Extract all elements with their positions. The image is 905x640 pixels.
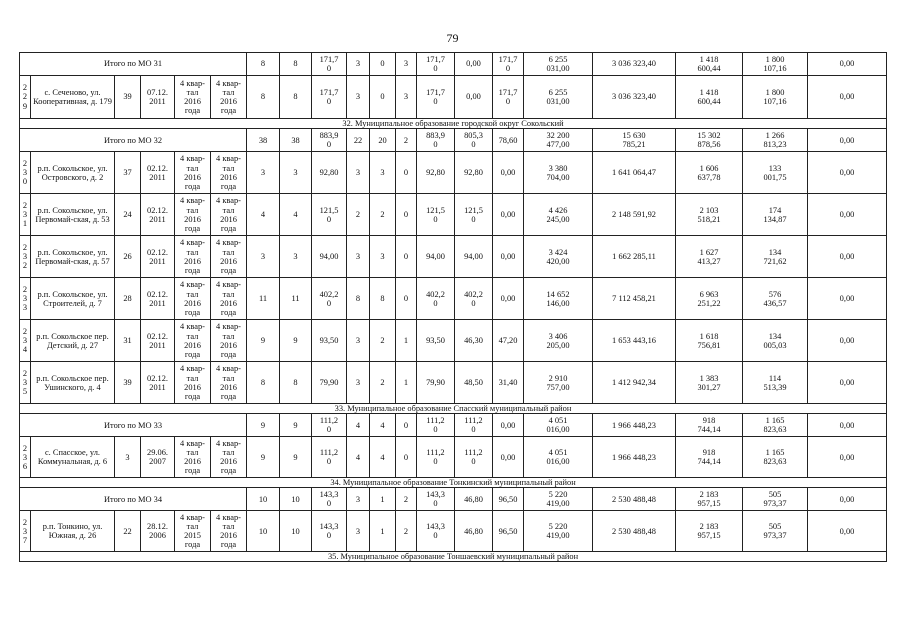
cell-c11: 0: [396, 194, 417, 236]
cell-c6: 8: [247, 53, 280, 76]
cell-c9: 3: [347, 511, 370, 552]
cell-c4: 4 квар- тал 2015 года: [175, 511, 211, 552]
table-row: [20, 437, 887, 478]
cell-c4: 4 квар- тал 2016 года: [175, 76, 211, 119]
cell-c12: 883,9 0: [417, 129, 455, 152]
page-number: 79: [446, 31, 459, 45]
cell-c4: 4 квар- тал 2016 года: [175, 194, 211, 236]
cell-c13: 121,5 0: [455, 194, 493, 236]
row-address: с. Сеченово, ул. Кооперативная, д. 179: [31, 76, 115, 119]
cell-c7: 9: [280, 414, 312, 437]
cell-c11: 1: [396, 320, 417, 362]
cell-c10: 3: [370, 236, 396, 278]
total-label: Итого по МО 32: [20, 129, 247, 152]
cell-c10: 2: [370, 194, 396, 236]
cell-c7: 9: [280, 437, 312, 478]
cell-c17: 1 383 301,27: [676, 362, 743, 404]
cell-c6: 4: [247, 194, 280, 236]
cell-c6: 3: [247, 236, 280, 278]
cell-c15: 5 220 419,00: [524, 511, 593, 552]
cell-c12: 79,90: [417, 362, 455, 404]
row-address: р.п. Сокольское, ул. Строителей, д. 7: [31, 278, 115, 320]
cell-c6: 10: [247, 511, 280, 552]
cell-c9: 8: [347, 278, 370, 320]
cell-c3: 07.12. 2011: [141, 76, 175, 119]
cell-c6: 3: [247, 152, 280, 194]
cell-c2: 26: [115, 236, 141, 278]
cell-c2: 31: [115, 320, 141, 362]
row-address: р.п. Сокольское пер. Ушинского, д. 4: [31, 362, 115, 404]
cell-c2: 39: [115, 362, 141, 404]
cell-c16: 1 641 064,47: [593, 152, 676, 194]
cell-c18: 133 001,75: [743, 152, 808, 194]
row-index: 2 3 2: [20, 236, 31, 278]
cell-c6: 9: [247, 414, 280, 437]
cell-c10: 3: [370, 152, 396, 194]
cell-c11: 2: [396, 488, 417, 511]
cell-c3: 28.12. 2006: [141, 511, 175, 552]
cell-c6: 11: [247, 278, 280, 320]
cell-c3: 02.12. 2011: [141, 278, 175, 320]
cell-c14: 78,60: [493, 129, 524, 152]
cell-c13: 402,2 0: [455, 278, 493, 320]
cell-c10: 0: [370, 53, 396, 76]
cell-c2: 22: [115, 511, 141, 552]
cell-c11: 2: [396, 129, 417, 152]
cell-c17: 2 103 518,21: [676, 194, 743, 236]
table-row: [20, 511, 887, 552]
cell-c10: 20: [370, 129, 396, 152]
cell-c10: 2: [370, 320, 396, 362]
cell-c19: 0,00: [808, 76, 887, 119]
row-address: р.п. Сокольское, ул. Первомай-ская, д. 53: [31, 194, 115, 236]
row-index: 2 3 7: [20, 511, 31, 552]
cell-c7: 9: [280, 320, 312, 362]
cell-c17: 1 418 600,44: [676, 53, 743, 76]
cell-c8: 171,7 0: [312, 76, 347, 119]
cell-c10: 1: [370, 488, 396, 511]
cell-c15: 4 051 016,00: [524, 437, 593, 478]
cell-c18: 134 721,62: [743, 236, 808, 278]
cell-c16: 1 653 443,16: [593, 320, 676, 362]
cell-c4: 4 квар- тал 2016 года: [175, 437, 211, 478]
cell-c12: 94,00: [417, 236, 455, 278]
cell-c19: 0,00: [808, 511, 887, 552]
cell-c6: 9: [247, 437, 280, 478]
cell-c15: 4 426 245,00: [524, 194, 593, 236]
table-row: [20, 320, 887, 362]
section-title: 35. Муниципальное образование Тоншаевский муниципальный район: [20, 552, 887, 562]
cell-c2: 3: [115, 437, 141, 478]
cell-c5: 4 квар- тал 2016 года: [211, 278, 247, 320]
cell-c9: 3: [347, 53, 370, 76]
cell-c18: 1 165 823,63: [743, 437, 808, 478]
cell-c8: 121,5 0: [312, 194, 347, 236]
register-table-body: [20, 53, 887, 562]
total-label: Итого по МО 34: [20, 488, 247, 511]
cell-c19: 0,00: [808, 152, 887, 194]
row-index: 2 3 1: [20, 194, 31, 236]
cell-c14: 0,00: [493, 437, 524, 478]
cell-c6: 8: [247, 76, 280, 119]
cell-c8: 111,2 0: [312, 437, 347, 478]
cell-c8: 111,2 0: [312, 414, 347, 437]
cell-c13: 92,80: [455, 152, 493, 194]
cell-c7: 38: [280, 129, 312, 152]
cell-c11: 3: [396, 76, 417, 119]
cell-c9: 3: [347, 236, 370, 278]
cell-c14: 0,00: [493, 236, 524, 278]
cell-c7: 10: [280, 511, 312, 552]
cell-c11: 3: [396, 53, 417, 76]
cell-c7: 8: [280, 53, 312, 76]
cell-c7: 3: [280, 236, 312, 278]
cell-c15: 32 200 477,00: [524, 129, 593, 152]
table-row: [20, 76, 887, 119]
table-row: [20, 278, 887, 320]
cell-c16: 3 036 323,40: [593, 76, 676, 119]
cell-c17: 918 744,14: [676, 414, 743, 437]
cell-c6: 10: [247, 488, 280, 511]
cell-c11: 2: [396, 511, 417, 552]
cell-c18: 1 800 107,16: [743, 53, 808, 76]
cell-c2: 39: [115, 76, 141, 119]
cell-c18: 114 513,39: [743, 362, 808, 404]
cell-c9: 2: [347, 194, 370, 236]
cell-c15: 3 406 205,00: [524, 320, 593, 362]
cell-c15: 3 380 704,00: [524, 152, 593, 194]
cell-c12: 92,80: [417, 152, 455, 194]
section-header-row: [20, 119, 887, 129]
cell-c17: 6 963 251,22: [676, 278, 743, 320]
cell-c17: 1 627 413,27: [676, 236, 743, 278]
cell-c16: 1 412 942,34: [593, 362, 676, 404]
row-address: р.п. Тонкино, ул. Южная, д. 26: [31, 511, 115, 552]
row-index: 2 3 4: [20, 320, 31, 362]
cell-c6: 8: [247, 362, 280, 404]
cell-c19: 0,00: [808, 129, 887, 152]
cell-c15: 5 220 419,00: [524, 488, 593, 511]
cell-c5: 4 квар- тал 2016 года: [211, 236, 247, 278]
cell-c16: 15 630 785,21: [593, 129, 676, 152]
cell-c19: 0,00: [808, 194, 887, 236]
cell-c5: 4 квар- тал 2016 года: [211, 362, 247, 404]
cell-c18: 1 266 813,23: [743, 129, 808, 152]
cell-c12: 121,5 0: [417, 194, 455, 236]
cell-c5: 4 квар- тал 2016 года: [211, 511, 247, 552]
cell-c13: 46,30: [455, 320, 493, 362]
section-title: 33. Муниципальное образование Спасский муниципальный район: [20, 404, 887, 414]
cell-c15: 14 652 146,00: [524, 278, 593, 320]
cell-c3: 02.12. 2011: [141, 236, 175, 278]
cell-c9: 4: [347, 437, 370, 478]
cell-c11: 0: [396, 152, 417, 194]
cell-c12: 93,50: [417, 320, 455, 362]
cell-c8: 143,3 0: [312, 488, 347, 511]
cell-c11: 0: [396, 437, 417, 478]
cell-c5: 4 квар- тал 2016 года: [211, 320, 247, 362]
cell-c2: 37: [115, 152, 141, 194]
cell-c11: 0: [396, 236, 417, 278]
cell-c17: 1 418 600,44: [676, 76, 743, 119]
row-address: с. Спасское, ул. Коммунальная, д. 6: [31, 437, 115, 478]
cell-c3: 29.06. 2007: [141, 437, 175, 478]
cell-c18: 1 800 107,16: [743, 76, 808, 119]
table-row: [20, 152, 887, 194]
cell-c17: 15 302 878,56: [676, 129, 743, 152]
cell-c16: 2 530 488,48: [593, 488, 676, 511]
cell-c9: 3: [347, 76, 370, 119]
cell-c8: 92,80: [312, 152, 347, 194]
cell-c14: 96,50: [493, 488, 524, 511]
cell-c19: 0,00: [808, 320, 887, 362]
cell-c9: 22: [347, 129, 370, 152]
cell-c13: 46,80: [455, 511, 493, 552]
cell-c16: 2 148 591,92: [593, 194, 676, 236]
total-label: Итого по МО 33: [20, 414, 247, 437]
cell-c10: 4: [370, 414, 396, 437]
row-index: 2 3 0: [20, 152, 31, 194]
cell-c16: 7 112 458,21: [593, 278, 676, 320]
cell-c7: 8: [280, 76, 312, 119]
cell-c17: 2 183 957,15: [676, 488, 743, 511]
cell-c12: 171,7 0: [417, 76, 455, 119]
table-row: [20, 236, 887, 278]
cell-c7: 8: [280, 362, 312, 404]
cell-c16: 1 662 285,11: [593, 236, 676, 278]
cell-c4: 4 квар- тал 2016 года: [175, 278, 211, 320]
cell-c15: 6 255 031,00: [524, 53, 593, 76]
cell-c10: 1: [370, 511, 396, 552]
cell-c9: 3: [347, 362, 370, 404]
cell-c15: 2 910 757,00: [524, 362, 593, 404]
cell-c12: 171,7 0: [417, 53, 455, 76]
cell-c7: 4: [280, 194, 312, 236]
cell-c11: 0: [396, 414, 417, 437]
cell-c19: 0,00: [808, 278, 887, 320]
total-row: [20, 414, 887, 437]
cell-c17: 1 618 756,81: [676, 320, 743, 362]
cell-c18: 134 005,03: [743, 320, 808, 362]
row-index: 2 3 3: [20, 278, 31, 320]
cell-c10: 2: [370, 362, 396, 404]
cell-c19: 0,00: [808, 414, 887, 437]
cell-c18: 1 165 823,63: [743, 414, 808, 437]
cell-c10: 4: [370, 437, 396, 478]
row-address: р.п. Сокольское, ул. Островского, д. 2: [31, 152, 115, 194]
cell-c13: 0,00: [455, 76, 493, 119]
cell-c2: 28: [115, 278, 141, 320]
total-row: [20, 129, 887, 152]
cell-c8: 402,2 0: [312, 278, 347, 320]
cell-c12: 143,3 0: [417, 511, 455, 552]
cell-c19: 0,00: [808, 488, 887, 511]
cell-c4: 4 квар- тал 2016 года: [175, 362, 211, 404]
cell-c13: 94,00: [455, 236, 493, 278]
cell-c4: 4 квар- тал 2016 года: [175, 236, 211, 278]
cell-c2: 24: [115, 194, 141, 236]
cell-c15: 3 424 420,00: [524, 236, 593, 278]
cell-c16: 1 966 448,23: [593, 437, 676, 478]
cell-c6: 38: [247, 129, 280, 152]
cell-c19: 0,00: [808, 236, 887, 278]
cell-c12: 111,2 0: [417, 437, 455, 478]
table-row: [20, 194, 887, 236]
cell-c16: 3 036 323,40: [593, 53, 676, 76]
cell-c3: 02.12. 2011: [141, 320, 175, 362]
cell-c14: 0,00: [493, 194, 524, 236]
cell-c4: 4 квар- тал 2016 года: [175, 320, 211, 362]
section-header-row: [20, 552, 887, 562]
total-row: [20, 488, 887, 511]
cell-c5: 4 квар- тал 2016 года: [211, 437, 247, 478]
cell-c13: 111,2 0: [455, 414, 493, 437]
row-index: 2 3 6: [20, 437, 31, 478]
cell-c5: 4 квар- тал 2016 года: [211, 76, 247, 119]
cell-c7: 10: [280, 488, 312, 511]
cell-c14: 171,7 0: [493, 76, 524, 119]
cell-c11: 0: [396, 278, 417, 320]
cell-c19: 0,00: [808, 362, 887, 404]
section-header-row: [20, 478, 887, 488]
cell-c3: 02.12. 2011: [141, 362, 175, 404]
cell-c8: 883,9 0: [312, 129, 347, 152]
cell-c13: 111,2 0: [455, 437, 493, 478]
register-table: [19, 52, 887, 562]
cell-c10: 8: [370, 278, 396, 320]
cell-c10: 0: [370, 76, 396, 119]
cell-c7: 3: [280, 152, 312, 194]
cell-c14: 47,20: [493, 320, 524, 362]
cell-c7: 11: [280, 278, 312, 320]
cell-c9: 3: [347, 320, 370, 362]
cell-c6: 9: [247, 320, 280, 362]
cell-c16: 1 966 448,23: [593, 414, 676, 437]
cell-c8: 94,00: [312, 236, 347, 278]
cell-c13: 46,80: [455, 488, 493, 511]
cell-c12: 143,3 0: [417, 488, 455, 511]
cell-c9: 3: [347, 152, 370, 194]
cell-c14: 96,50: [493, 511, 524, 552]
cell-c13: 0,00: [455, 53, 493, 76]
cell-c19: 0,00: [808, 437, 887, 478]
cell-c17: 918 744,14: [676, 437, 743, 478]
cell-c16: 2 530 488,48: [593, 511, 676, 552]
row-index: 2 2 9: [20, 76, 31, 119]
cell-c18: 505 973,37: [743, 488, 808, 511]
cell-c18: 505 973,37: [743, 511, 808, 552]
cell-c13: 48,50: [455, 362, 493, 404]
cell-c5: 4 квар- тал 2016 года: [211, 152, 247, 194]
cell-c14: 0,00: [493, 278, 524, 320]
cell-c3: 02.12. 2011: [141, 194, 175, 236]
cell-c14: 0,00: [493, 414, 524, 437]
cell-c9: 3: [347, 488, 370, 511]
row-address: р.п. Сокольское пер. Детский, д. 27: [31, 320, 115, 362]
cell-c11: 1: [396, 362, 417, 404]
cell-c14: 0,00: [493, 152, 524, 194]
cell-c12: 111,2 0: [417, 414, 455, 437]
cell-c9: 4: [347, 414, 370, 437]
row-address: р.п. Сокольское, ул. Первомай-ская, д. 57: [31, 236, 115, 278]
cell-c5: 4 квар- тал 2016 года: [211, 194, 247, 236]
cell-c14: 171,7 0: [493, 53, 524, 76]
row-index: 2 3 5: [20, 362, 31, 404]
section-title: 32. Муниципальное образование городской округ Сокольский: [20, 119, 887, 129]
cell-c12: 402,2 0: [417, 278, 455, 320]
cell-c19: 0,00: [808, 53, 887, 76]
cell-c17: 1 606 637,78: [676, 152, 743, 194]
cell-c15: 4 051 016,00: [524, 414, 593, 437]
section-header-row: [20, 404, 887, 414]
cell-c3: 02.12. 2011: [141, 152, 175, 194]
cell-c8: 93,50: [312, 320, 347, 362]
table-row: [20, 362, 887, 404]
total-row: [20, 53, 887, 76]
cell-c8: 171,7 0: [312, 53, 347, 76]
cell-c8: 143,3 0: [312, 511, 347, 552]
cell-c8: 79,90: [312, 362, 347, 404]
cell-c14: 31,40: [493, 362, 524, 404]
cell-c18: 174 134,87: [743, 194, 808, 236]
total-label: Итого по МО 31: [20, 53, 247, 76]
cell-c17: 2 183 957,15: [676, 511, 743, 552]
section-title: 34. Муниципальное образование Тонкинский муниципальный район: [20, 478, 887, 488]
cell-c15: 6 255 031,00: [524, 76, 593, 119]
cell-c4: 4 квар- тал 2016 года: [175, 152, 211, 194]
cell-c13: 805,3 0: [455, 129, 493, 152]
cell-c18: 576 436,57: [743, 278, 808, 320]
